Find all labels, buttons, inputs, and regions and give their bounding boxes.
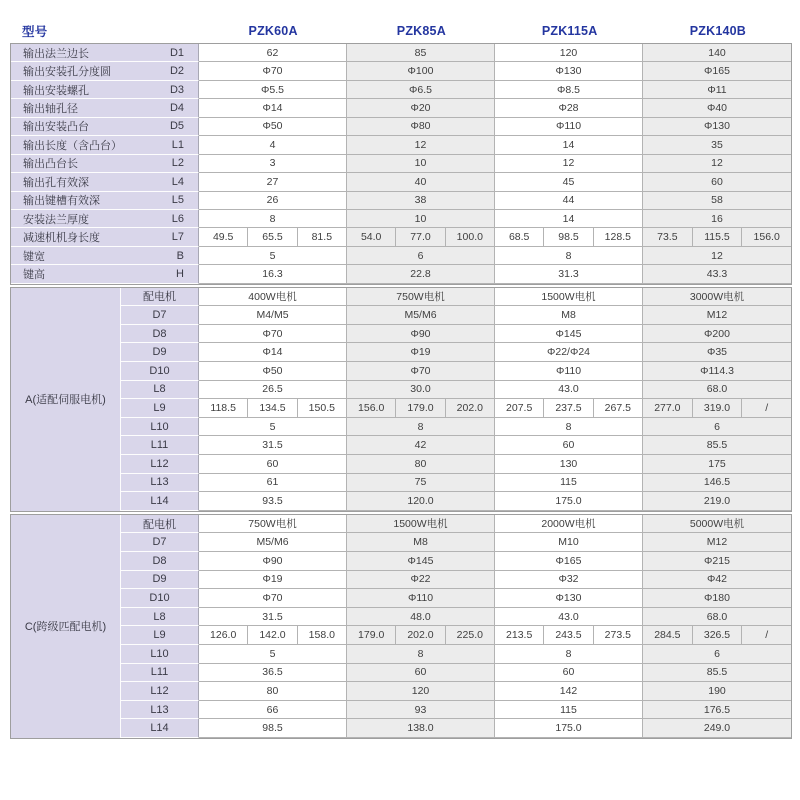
table-cell: 8: [495, 418, 643, 437]
table-cell: 61: [199, 474, 347, 493]
table-cell: [495, 626, 643, 645]
table-cell: 138.0: [347, 719, 495, 738]
table-cell: Φ215: [643, 552, 791, 571]
table-cell: Φ70: [347, 362, 495, 381]
table-cell: Φ110: [347, 589, 495, 608]
row-code-D9: D9: [121, 571, 199, 590]
table-cell: 85.5: [643, 664, 791, 683]
table-cell: Φ20: [347, 99, 495, 117]
table-cell: 43.3: [643, 265, 791, 283]
row-code: L5: [171, 194, 184, 207]
row-label-D4: [11, 99, 199, 117]
table-cell: 85: [347, 44, 495, 62]
table-subcell: 134.5: [248, 399, 297, 417]
table-cell: [199, 399, 347, 418]
table-cell: 12: [643, 155, 791, 173]
table-cell: Φ14: [199, 99, 347, 117]
table-cell: [347, 626, 495, 645]
row-label-text: 输出孔有效深: [23, 176, 89, 189]
table-cell: 175: [643, 455, 791, 474]
table-cell: 140: [643, 44, 791, 62]
table-cell: 68.0: [643, 608, 791, 627]
row-label-text: 输出键槽有效深: [23, 195, 100, 208]
row-code: H: [176, 267, 184, 280]
table-cell: 60: [199, 455, 347, 474]
table-cell: 5: [199, 645, 347, 664]
table-cell: Φ5.5: [199, 81, 347, 99]
table-cell: 85.5: [643, 436, 791, 455]
table-cell: 249.0: [643, 719, 791, 738]
table-cell: Φ70: [199, 325, 347, 344]
table-cell: 5000W电机: [643, 515, 791, 534]
table-cell: Φ165: [643, 62, 791, 80]
spec-table: [10, 18, 792, 739]
table-cell: 31.3: [495, 265, 643, 283]
row-label-text: 输出法兰边长: [23, 47, 89, 60]
model-header-pzk115a: PZK115A: [541, 23, 598, 38]
table-cell: [199, 228, 347, 246]
table-subcell: 179.0: [347, 626, 396, 644]
table-subcell: 150.5: [308, 402, 335, 415]
section-title: C(跨级匹配电机): [11, 515, 121, 738]
table-cell: Φ70: [199, 589, 347, 608]
table-cell: Φ90: [347, 325, 495, 344]
row-code: D2: [169, 65, 184, 78]
row-code-D7: D7: [121, 533, 199, 552]
table-cell: 4: [199, 136, 347, 154]
row-code-D8: D8: [121, 552, 199, 571]
table-cell: 750W电机: [347, 288, 495, 307]
row-label-D1: [11, 44, 199, 62]
row-label-text: 键宽: [23, 250, 45, 263]
table-cell: 750W电机: [199, 515, 347, 534]
table-cell: 146.5: [643, 474, 791, 493]
table-subcell: /: [765, 629, 769, 642]
table-subcell: 277.0: [643, 399, 693, 417]
table-subcell: 115.5: [693, 228, 743, 245]
table-cell: 12: [643, 247, 791, 265]
row-code-D8: D8: [121, 325, 199, 344]
table-subcell: 118.5: [199, 399, 248, 417]
row-label-text: 键高: [23, 268, 45, 281]
table-cell: Φ35: [643, 343, 791, 362]
dimensions-section: [10, 43, 792, 285]
table-cell: 80: [347, 455, 495, 474]
table-cell: 3000W电机: [643, 288, 791, 307]
row-code: D4: [169, 102, 184, 115]
table-cell: Φ50: [199, 118, 347, 136]
table-subcell: 225.0: [456, 629, 483, 642]
table-cell: Φ11: [643, 81, 791, 99]
table-cell: 60: [347, 664, 495, 683]
table-subcell: 243.5: [544, 626, 593, 644]
table-cell: [199, 626, 347, 645]
row-code-D7: D7: [121, 306, 199, 325]
row-code-D9: D9: [121, 343, 199, 362]
row-code-L8: L8: [121, 608, 199, 627]
row-code-L14: L14: [121, 719, 199, 738]
table-cell: 120: [347, 682, 495, 701]
table-cell: 48.0: [347, 608, 495, 627]
model-header-pzk140b: PZK140B: [689, 23, 747, 38]
table-cell: Φ22: [347, 571, 495, 590]
table-cell: M8: [495, 306, 643, 325]
row-code-L12: L12: [121, 682, 199, 701]
table-cell: Φ80: [347, 118, 495, 136]
row-label-text: 输出安装螺孔: [23, 84, 89, 97]
table-cell: Φ8.5: [495, 81, 643, 99]
table-cell: 60: [495, 664, 643, 683]
row-code-L10: L10: [121, 418, 199, 437]
table-cell: 6: [643, 418, 791, 437]
table-cell: 12: [495, 155, 643, 173]
table-cell: 93.5: [199, 492, 347, 511]
table-subcell: 202.0: [456, 402, 483, 415]
table-subcell: /: [765, 402, 769, 415]
table-cell: M8: [347, 533, 495, 552]
table-subcell: 98.5: [544, 228, 593, 245]
table-subcell: 237.5: [544, 399, 593, 417]
table-cell: Φ19: [347, 343, 495, 362]
table-cell: [643, 228, 791, 246]
table-cell: 1500W电机: [495, 288, 643, 307]
table-cell: 2000W电机: [495, 515, 643, 534]
row-code-配电机: 配电机: [121, 288, 199, 307]
table-cell: Φ90: [199, 552, 347, 571]
table-cell: M12: [643, 533, 791, 552]
table-cell: Φ22/Φ24: [495, 343, 643, 362]
table-cell: 176.5: [643, 701, 791, 720]
table-subcell: 179.0: [396, 399, 445, 417]
table-cell: Φ130: [495, 589, 643, 608]
row-code-L14: L14: [121, 492, 199, 511]
table-subcell: 77.0: [396, 228, 445, 245]
table-cell: 60: [643, 173, 791, 191]
table-subcell: 100.0: [456, 231, 483, 244]
table-subcell: 273.5: [604, 629, 631, 642]
row-code: D3: [169, 83, 184, 96]
table-cell: [495, 228, 643, 246]
table-cell: Φ14: [199, 343, 347, 362]
table-cell: 190: [643, 682, 791, 701]
table-subcell: 202.0: [396, 626, 445, 644]
row-code-L9: L9: [121, 626, 199, 645]
row-code-L13: L13: [121, 474, 199, 493]
row-code: L7: [171, 231, 184, 244]
table-cell: 44: [495, 192, 643, 210]
table-cell: 10: [347, 210, 495, 228]
table-cell: Φ200: [643, 325, 791, 344]
model-header-pzk85a: PZK85A: [396, 23, 446, 38]
table-cell: M4/M5: [199, 306, 347, 325]
table-subcell: 326.5: [693, 626, 743, 644]
table-cell: 30.0: [347, 381, 495, 400]
row-label-L1: [11, 136, 199, 154]
table-cell: 43.0: [495, 608, 643, 627]
table-cell: 12: [347, 136, 495, 154]
table-subcell: 156.0: [753, 231, 780, 244]
row-code-配电机: 配电机: [121, 515, 199, 534]
table-subcell: 267.5: [604, 402, 631, 415]
row-label-text: 输出轴孔径: [23, 103, 78, 116]
row-code: L2: [171, 157, 184, 170]
row-code: D5: [169, 120, 184, 133]
table-cell: 31.5: [199, 608, 347, 627]
row-code-L13: L13: [121, 701, 199, 720]
table-cell: Φ110: [495, 362, 643, 381]
table-cell: Φ6.5: [347, 81, 495, 99]
table-subcell: 284.5: [643, 626, 693, 644]
table-cell: 8: [495, 645, 643, 664]
table-cell: M5/M6: [199, 533, 347, 552]
table-cell: 175.0: [495, 492, 643, 511]
table-cell: Φ28: [495, 99, 643, 117]
table-cell: [347, 399, 495, 418]
table-subcell: 213.5: [495, 626, 544, 644]
table-subcell: 68.5: [495, 228, 544, 245]
table-cell: M12: [643, 306, 791, 325]
row-code-D10: D10: [121, 362, 199, 381]
row-label-text: 安装法兰厚度: [23, 213, 89, 226]
table-cell: 14: [495, 136, 643, 154]
table-cell: 1500W电机: [347, 515, 495, 534]
table-cell: 75: [347, 474, 495, 493]
row-code: L1: [171, 138, 184, 151]
table-cell: 3: [199, 155, 347, 173]
table-cell: 80: [199, 682, 347, 701]
table-cell: 10: [347, 155, 495, 173]
table-cell: 120: [495, 44, 643, 62]
table-subcell: 158.0: [308, 629, 335, 642]
table-cell: 5: [199, 418, 347, 437]
table-cell: 38: [347, 192, 495, 210]
table-cell: 142: [495, 682, 643, 701]
row-label-text: 输出凸台长: [23, 158, 78, 171]
table-cell: 62: [199, 44, 347, 62]
table-cell: Φ19: [199, 571, 347, 590]
table-cell: 6: [643, 645, 791, 664]
table-cell: 6: [347, 247, 495, 265]
table-cell: 93: [347, 701, 495, 720]
table-cell: 115: [495, 701, 643, 720]
table-cell: Φ180: [643, 589, 791, 608]
table-cell: 45: [495, 173, 643, 191]
table-cell: 26: [199, 192, 347, 210]
table-cell: 8: [495, 247, 643, 265]
table-cell: Φ130: [495, 62, 643, 80]
row-code: L6: [171, 212, 184, 225]
row-code-L8: L8: [121, 381, 199, 400]
table-cell: 8: [347, 645, 495, 664]
table-subcell: 128.5: [604, 231, 631, 244]
table-subcell: 207.5: [495, 399, 544, 417]
table-cell: 8: [199, 210, 347, 228]
table-subcell: 319.0: [693, 399, 743, 417]
row-code-L11: L11: [121, 436, 199, 455]
table-subcell: 49.5: [199, 228, 248, 245]
table-cell: [347, 228, 495, 246]
row-code-L11: L11: [121, 664, 199, 683]
table-cell: [643, 626, 791, 645]
row-label-text: 输出长度（含凸台）: [23, 139, 122, 152]
table-cell: M10: [495, 533, 643, 552]
table-cell: M5/M6: [347, 306, 495, 325]
table-cell: 219.0: [643, 492, 791, 511]
table-cell: 16.3: [199, 265, 347, 283]
table-subcell: 65.5: [248, 228, 297, 245]
row-label-text: 减速机机身长度: [23, 232, 100, 245]
table-cell: Φ114.3: [643, 362, 791, 381]
table-cell: 68.0: [643, 381, 791, 400]
section-title: A(适配伺服电机): [11, 288, 121, 511]
row-label-text: 输出安装凸台: [23, 121, 89, 134]
table-header-row: [10, 18, 792, 43]
table-cell: Φ70: [199, 62, 347, 80]
row-label-B: [11, 247, 199, 265]
table-cell: 22.8: [347, 265, 495, 283]
table-subcell: 81.5: [311, 231, 333, 244]
row-label-text: 输出安装孔分度圆: [23, 66, 111, 79]
table-cell: 36.5: [199, 664, 347, 683]
table-cell: 31.5: [199, 436, 347, 455]
table-cell: 5: [199, 247, 347, 265]
table-cell: 26.5: [199, 381, 347, 400]
table-cell: 27: [199, 173, 347, 191]
model-header-pzk60a: PZK60A: [248, 23, 298, 38]
row-code: B: [176, 249, 184, 262]
table-subcell: 54.0: [347, 228, 396, 245]
table-cell: Φ42: [643, 571, 791, 590]
row-label-L2: [11, 155, 199, 173]
table-cell: Φ50: [199, 362, 347, 381]
row-label-D5: [11, 118, 199, 136]
row-code-L9: L9: [121, 399, 199, 418]
row-code: D1: [169, 46, 184, 59]
table-cell: 14: [495, 210, 643, 228]
row-code-L12: L12: [121, 455, 199, 474]
row-label-D3: [11, 81, 199, 99]
row-code: L4: [171, 175, 184, 188]
table-cell: 115: [495, 474, 643, 493]
table-subcell: 126.0: [199, 626, 248, 644]
motor-section-c: [10, 514, 792, 739]
table-cell: Φ130: [643, 118, 791, 136]
row-label-L4: [11, 173, 199, 191]
row-label-H: [11, 265, 199, 283]
table-cell: 130: [495, 455, 643, 474]
table-cell: 120.0: [347, 492, 495, 511]
table-cell: 40: [347, 173, 495, 191]
table-cell: Φ100: [347, 62, 495, 80]
motor-section-a: [10, 287, 792, 512]
table-cell: 43.0: [495, 381, 643, 400]
table-cell: 35: [643, 136, 791, 154]
table-cell: Φ40: [643, 99, 791, 117]
table-cell: 66: [199, 701, 347, 720]
table-cell: Φ145: [347, 552, 495, 571]
table-cell: [643, 399, 791, 418]
table-cell: [495, 399, 643, 418]
table-subcell: 73.5: [643, 228, 693, 245]
row-code-D10: D10: [121, 589, 199, 608]
row-label-D2: [11, 62, 199, 80]
row-label-L7: [11, 228, 199, 246]
table-cell: 16: [643, 210, 791, 228]
table-cell: 175.0: [495, 719, 643, 738]
table-cell: 60: [495, 436, 643, 455]
table-cell: 58: [643, 192, 791, 210]
table-cell: Φ110: [495, 118, 643, 136]
table-subcell: 156.0: [347, 399, 396, 417]
table-cell: Φ165: [495, 552, 643, 571]
table-cell: 400W电机: [199, 288, 347, 307]
row-label-L5: [11, 192, 199, 210]
row-label-L6: [11, 210, 199, 228]
row-code-L10: L10: [121, 645, 199, 664]
table-subcell: 142.0: [248, 626, 297, 644]
table-cell: Φ32: [495, 571, 643, 590]
table-cell: 42: [347, 436, 495, 455]
table-cell: 8: [347, 418, 495, 437]
table-cell: 98.5: [199, 719, 347, 738]
table-cell: Φ145: [495, 325, 643, 344]
model-column-title: 型号: [22, 24, 48, 39]
